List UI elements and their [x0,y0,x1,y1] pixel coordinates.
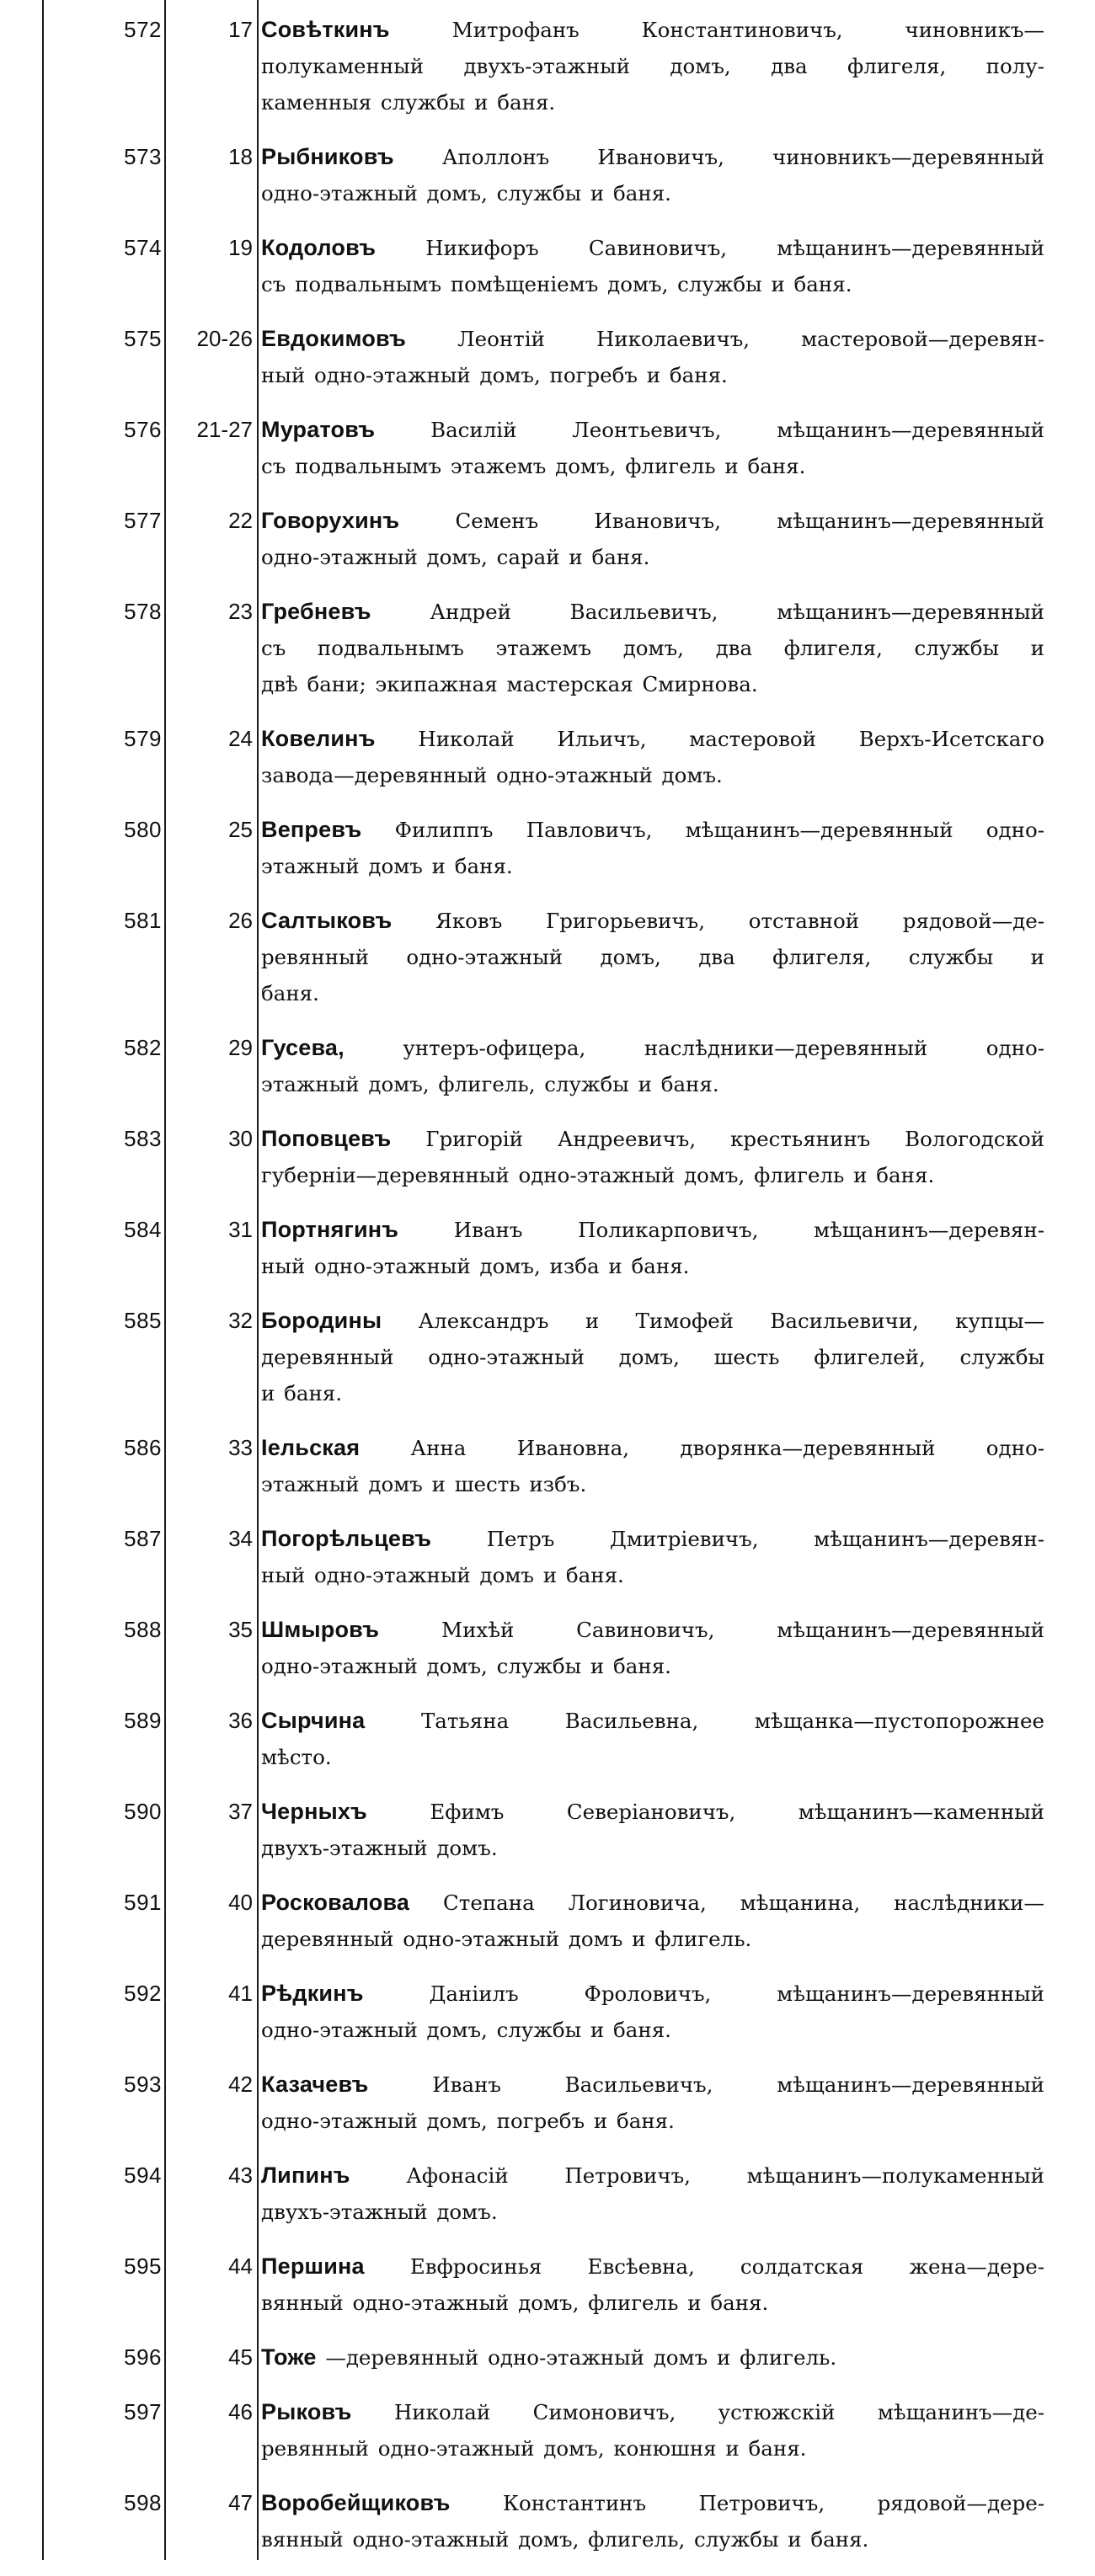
entry-line-text: Константинъ Петровичъ, рядовой—дере- [503,2491,1044,2515]
entry-line-text: Ефимъ Северіановичъ, мѣщанинъ—каменный [430,1800,1044,1824]
entry-line-text: ревянный одно-этажный домъ, конюшня и баня. [261,2436,807,2461]
entry-text-line [261,139,1044,175]
entry-plot-number: 19 [228,235,253,260]
entry-line-text: полукаменный двухъ-этажный домъ, два флигеля, полу- [261,54,1044,78]
entry-line-text: двухъ-этажный домъ. [261,2200,498,2224]
entry-text-line [261,1885,1044,1921]
register-entry [0,1703,1095,1775]
entry-text-line [261,721,1044,757]
entry-line-text: завода—деревянный одно-этажный домъ. [261,763,723,787]
entry-text-line [261,2067,1044,2103]
entry-text-line [261,503,1044,539]
entry-row-number: 592 [124,1981,162,2006]
entry-line-text: Яковъ Григорьевичъ, отставной рядовой—де- [435,909,1044,933]
entry-row-number: 598 [124,2490,162,2515]
entry-row-number: 595 [124,2253,162,2279]
entry-plot-number: 45 [228,2344,253,2370]
entry-line-text: съ подвальнымъ этажемъ домъ, два флигеля, службы и [261,636,1044,660]
entry-line-text: съ подвальнымъ этажемъ домъ, флигель и баня. [261,454,806,478]
entry-line-text: Афонасій Петровичъ, мѣщанинъ—полукаменный [406,2163,1044,2188]
entry-description [261,2394,1044,2467]
entry-text-line [261,1303,1044,1339]
entry-text-line [261,1921,1044,1957]
owner-surname: Воробейщиковъ [261,2490,451,2515]
entry-plot-number: 21-27 [196,417,253,442]
register-entry [0,1885,1095,1957]
register-entry [0,594,1095,702]
register-entry [0,1521,1095,1593]
entry-text-line [261,1339,1044,1375]
entry-plot-number: 26 [228,908,253,933]
entry-line-text: этажный домъ и баня. [261,854,513,878]
entry-line-text: двѣ бани; экипажная мастерская Смирнова. [261,672,758,696]
owner-surname: Росковалова [261,1890,410,1915]
entry-text-line [261,1375,1044,1411]
entry-line-text: и баня. [261,1381,343,1405]
entry-row-number: 575 [124,326,162,351]
property-register-list [0,12,1095,2576]
entry-text-line [261,757,1044,793]
entry-line-text: —деревянный одно-этажный домъ и флигель. [325,2345,837,2370]
entry-text-line [261,903,1044,939]
entry-text-line [261,84,1044,120]
owner-surname: Черныхъ [261,1799,367,1824]
owner-surname: Рыбниковъ [261,144,394,169]
entry-description [261,903,1044,1011]
entry-text-line [261,175,1044,211]
entry-line-text: одно-этажный домъ, сарай и баня. [261,545,650,569]
entry-line-text: этажный домъ, флигель, службы и баня. [261,1072,719,1096]
entry-line-text: Александръ и Тимофей Васильевичи, купцы— [418,1309,1044,1333]
entry-plot-number: 20-26 [196,326,253,351]
entry-text-line [261,1794,1044,1830]
register-entry [0,2248,1095,2321]
owner-surname: Муратовъ [261,417,376,442]
entry-text-line [261,1466,1044,1502]
entry-row-number: 588 [124,1617,162,1642]
entry-plot-number: 35 [228,1617,253,1642]
entry-line-text: Михѣй Савиновичъ, мѣщанинъ—деревянный [441,1618,1044,1642]
entry-plot-number: 33 [228,1435,253,1460]
entry-description [261,2339,1044,2376]
entry-text-line [261,1212,1044,1248]
entry-row-number: 572 [124,17,162,42]
entry-plot-number: 41 [228,1981,253,2006]
entry-description [261,2157,1044,2230]
entry-text-line [261,1557,1044,1593]
entry-line-text: Филиппъ Павловичъ, мѣщанинъ—деревянный одно- [394,818,1044,842]
owner-surname: Вепревъ [261,817,362,842]
entry-text-line [261,1121,1044,1157]
entry-text-line [261,1612,1044,1648]
entry-description [261,2067,1044,2139]
register-entry [0,721,1095,793]
entry-description [261,1521,1044,1593]
register-entry [0,2485,1095,2557]
entry-text-line [261,266,1044,302]
entry-description [261,812,1044,884]
entry-row-number: 579 [124,726,162,751]
entry-row-number: 591 [124,1890,162,1915]
entry-plot-number: 18 [228,144,253,169]
register-entry [0,12,1095,120]
entry-description [261,412,1044,484]
register-entry [0,1030,1095,1102]
owner-surname: Першина [261,2253,365,2279]
owner-surname: Поповцевъ [261,1126,392,1151]
owner-surname: Ковелинъ [261,726,376,751]
entry-plot-number: 40 [228,1890,253,1915]
entry-description [261,1612,1044,1684]
register-entry [0,503,1095,575]
owner-surname: Гребневъ [261,599,371,624]
entry-row-number: 573 [124,144,162,169]
entry-row-number: 580 [124,817,162,842]
entry-text-line [261,1066,1044,1102]
entry-line-text: вянный одно-этажный домъ, флигель и баня. [261,2291,769,2315]
entry-description [261,1703,1044,1775]
register-entry [0,230,1095,302]
entry-text-line [261,1830,1044,1866]
entry-line-text: Андрей Васильевичъ, мѣщанинъ—деревянный [430,600,1044,624]
entry-line-text: одно-этажный домъ, службы и баня. [261,181,671,205]
entry-text-line [261,2012,1044,2048]
owner-surname: Портнягинъ [261,1217,399,1242]
register-entry [0,1976,1095,2048]
entry-plot-number: 42 [228,2072,253,2097]
entry-description [261,1794,1044,1866]
entry-line-text: Евфросинья Евсѣевна, солдатская жена—дере- [409,2254,1044,2279]
entry-description [261,594,1044,702]
entry-line-text: Леонтій Николаевичъ, мастеровой—деревян- [457,327,1044,351]
entry-text-line [261,357,1044,393]
entry-row-number: 594 [124,2163,162,2188]
entry-text-line [261,539,1044,575]
entry-line-text: Григорій Андреевичъ, крестьянинъ Вологодской [425,1127,1044,1151]
entry-text-line [261,1157,1044,1193]
entry-text-line [261,2194,1044,2230]
entry-description [261,230,1044,302]
entry-description [261,2248,1044,2321]
entry-row-number: 597 [124,2399,162,2424]
register-entry [0,412,1095,484]
entry-text-line [261,939,1044,975]
entry-text-line [261,2103,1044,2139]
entry-description [261,1885,1044,1957]
entry-description [261,1303,1044,1411]
entry-row-number: 590 [124,1799,162,1824]
entry-line-text: одно-этажный домъ, службы и баня. [261,2018,671,2042]
entry-line-text: Анна Ивановна, дворянка—деревянный одно- [410,1436,1044,1460]
entry-line-text: ный одно-этажный домъ и баня. [261,1563,624,1587]
entry-row-number: 586 [124,1435,162,1460]
register-entry [0,1212,1095,1284]
owner-surname: Рѣдкинъ [261,1981,364,2006]
entry-text-line [261,48,1044,84]
entry-line-text: Татьяна Васильевна, мѣщанка—пустопорожнее [420,1709,1044,1733]
entry-row-number: 587 [124,1526,162,1551]
entry-line-text: Даніилъ Фроловичъ, мѣщанинъ—деревянный [429,1981,1044,2006]
entry-line-text: съ подвальнымъ помѣщеніемъ домъ, службы и баня. [261,272,852,296]
entry-row-number: 584 [124,1217,162,1242]
entry-line-text: Николай Симоновичъ, устюжскій мѣщанинъ—де- [393,2400,1044,2424]
entry-text-line [261,2485,1044,2521]
entry-text-line [261,1739,1044,1775]
entry-plot-number: 37 [228,1799,253,1824]
entry-line-text: каменныя службы и баня. [261,90,556,115]
entry-description [261,503,1044,575]
owner-surname: Погорѣльцевъ [261,1526,432,1551]
owner-surname: Сырчина [261,1708,366,1733]
entry-description [261,1212,1044,1284]
entry-text-line [261,1430,1044,1466]
owner-surname: Салтыковъ [261,908,393,933]
entry-line-text: Петръ Дмитріевичъ, мѣщанинъ—деревян- [486,1527,1044,1551]
entry-text-line [261,412,1044,448]
entry-line-text: Иванъ Васильевичъ, мѣщанинъ—деревянный [432,2072,1044,2097]
register-entry [0,1612,1095,1684]
entry-row-number: 596 [124,2344,162,2370]
entry-line-text: Николай Ильичъ, мастеровой Верхъ-Исетскаго [418,727,1044,751]
entry-row-number: 576 [124,417,162,442]
entry-plot-number: 46 [228,2399,253,2424]
entry-text-line [261,848,1044,884]
entry-line-text: Никифоръ Савиновичъ, мѣщанинъ—деревянный [425,236,1044,260]
entry-text-line [261,321,1044,357]
entry-plot-number: 44 [228,2253,253,2279]
entry-row-number: 589 [124,1708,162,1733]
entry-description [261,139,1044,211]
entry-text-line [261,1976,1044,2012]
entry-row-number: 578 [124,599,162,624]
entry-plot-number: 17 [228,17,253,42]
owner-surname: Липинъ [261,2163,350,2188]
entry-row-number: 585 [124,1308,162,1333]
entry-line-text: деревянный одно-этажный домъ, шесть флигелей, службы [261,1345,1044,1369]
entry-description [261,321,1044,393]
entry-line-text: Семенъ Ивановичъ, мѣщанинъ—деревянный [455,509,1044,533]
entry-line-text: Митрофанъ Константиновичъ, чиновникъ— [451,18,1044,42]
entry-text-line [261,2339,1044,2376]
entry-text-line [261,1648,1044,1684]
register-entry [0,812,1095,884]
owner-surname: Рыковъ [261,2399,352,2424]
owner-surname: Гусева, [261,1035,345,1060]
owner-surname: Бородины [261,1308,382,1333]
entry-line-text: ревянный одно-этажный домъ, два флигеля, службы и [261,945,1044,969]
owner-surname: Тоже [261,2344,317,2370]
entry-text-line [261,812,1044,848]
entry-plot-number: 29 [228,1035,253,1060]
entry-row-number: 593 [124,2072,162,2097]
entry-text-line [261,230,1044,266]
entry-text-line [261,2521,1044,2557]
register-entry [0,903,1095,1011]
entry-plot-number: 23 [228,599,253,624]
owner-surname: Говорухинъ [261,508,400,533]
entry-text-line [261,448,1044,484]
owner-surname: Кодоловъ [261,235,377,260]
entry-plot-number: 22 [228,508,253,533]
register-entry [0,2394,1095,2467]
entry-description [261,721,1044,793]
entry-line-text: мѣсто. [261,1745,332,1769]
owner-surname: Шмыровъ [261,1617,380,1642]
entry-line-text: ный одно-этажный домъ, изба и баня. [261,1254,690,1278]
register-entry [0,2157,1095,2230]
entry-plot-number: 47 [228,2490,253,2515]
entry-line-text: двухъ-этажный домъ. [261,1836,498,1860]
register-entry [0,2339,1095,2376]
entry-row-number: 577 [124,508,162,533]
entry-row-number: 581 [124,908,162,933]
entry-plot-number: 34 [228,1526,253,1551]
register-entry [0,2067,1095,2139]
register-entry [0,321,1095,393]
entry-description [261,2485,1044,2557]
entry-line-text: губерніи—деревянный одно-этажный домъ, флигель и баня. [261,1163,935,1187]
entry-text-line [261,630,1044,666]
entry-line-text: вянный одно-этажный домъ, флигель, службы и баня. [261,2527,869,2552]
entry-line-text: Аполлонъ Ивановичъ, чиновникъ—деревянный [441,145,1044,169]
entry-description [261,1030,1044,1102]
entry-line-text: Иванъ Поликарповичъ, мѣщанинъ—деревян- [453,1218,1044,1242]
entry-text-line [261,2157,1044,2194]
entry-line-text: Степана Логиновича, мѣщанина, наслѣдники— [443,1891,1044,1915]
entry-plot-number: 31 [228,1217,253,1242]
entry-plot-number: 30 [228,1126,253,1151]
entry-line-text: этажный домъ и шесть избъ. [261,1472,587,1496]
entry-plot-number: 36 [228,1708,253,1733]
owner-surname: Совѣткинъ [261,17,390,42]
owner-surname: Казачевъ [261,2072,369,2097]
entry-text-line [261,2285,1044,2321]
entry-line-text: деревянный одно-этажный домъ и флигель. [261,1927,752,1951]
entry-text-line [261,2394,1044,2430]
entry-text-line [261,1521,1044,1557]
entry-row-number: 574 [124,235,162,260]
entry-line-text: Василій Леонтьевичъ, мѣщанинъ—деревянный [430,418,1044,442]
owner-surname: Іельская [261,1435,361,1460]
entry-text-line [261,2248,1044,2285]
register-entry [0,1794,1095,1866]
entry-text-line [261,1703,1044,1739]
entry-plot-number: 25 [228,817,253,842]
entry-line-text: ный одно-этажный домъ, погребъ и баня. [261,363,728,387]
register-entry [0,1121,1095,1193]
owner-surname: Евдокимовъ [261,326,407,351]
register-entry [0,1430,1095,1502]
entry-line-text: одно-этажный домъ, службы и баня. [261,1654,671,1678]
register-entry [0,1303,1095,1411]
entry-line-text: унтеръ-офицера, наслѣдники—деревянный одно- [403,1036,1044,1060]
entry-row-number: 583 [124,1126,162,1151]
entry-text-line [261,1030,1044,1066]
entry-text-line [261,12,1044,48]
entry-text-line [261,594,1044,630]
entry-text-line [261,975,1044,1011]
entry-description [261,1430,1044,1502]
entry-plot-number: 43 [228,2163,253,2188]
entry-plot-number: 32 [228,1308,253,1333]
entry-description [261,1976,1044,2048]
entry-text-line [261,1248,1044,1284]
entry-description [261,12,1044,120]
entry-line-text: одно-этажный домъ, погребъ и баня. [261,2109,675,2133]
entry-text-line [261,666,1044,702]
entry-text-line [261,2430,1044,2467]
register-entry [0,139,1095,211]
entry-row-number: 582 [124,1035,162,1060]
entry-plot-number: 24 [228,726,253,751]
entry-line-text: баня. [261,981,319,1005]
entry-description [261,1121,1044,1193]
